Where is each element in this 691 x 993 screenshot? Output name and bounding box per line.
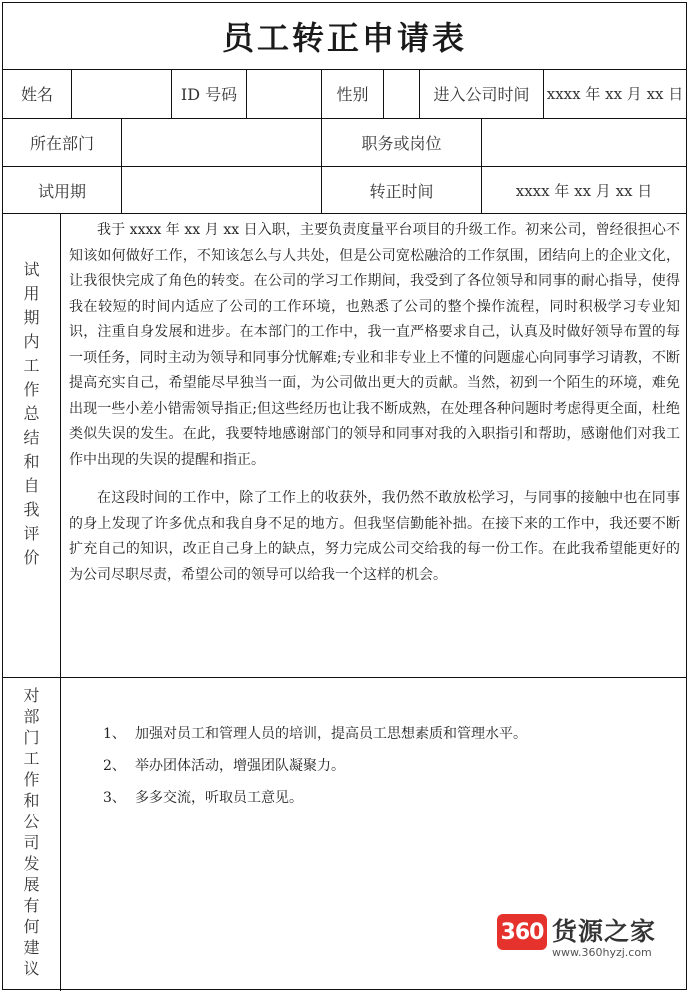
suggestions-label-char: 公	[23, 812, 40, 831]
join-date-label: 进入公司时间	[420, 69, 544, 118]
list-item-number: 3、	[103, 790, 126, 806]
list-item-text: 多多交流，听取员工意见。	[135, 790, 303, 806]
trial-period-field[interactable]	[122, 167, 322, 213]
summary-label-char: 和	[23, 452, 40, 471]
info-row-department	[3, 119, 686, 167]
summary-paragraph: 我于 xxxx 年 xx 月 xx 日入职，主要负责度量平台项目的升级工作。初来公司，曾经很担心不知该如何做好工作，不知该怎么与人共处，但是公司宽松融洽的工作氛围，团结向上的企业文化，让我很快完成了角色的转变。在公司的学习工作期间，我受到了各位领导和同事的耐心指导，使得我在较短的时间内适应了公司的工作环境，也熟悉了公司的整个操作流程，同时积极学习专业知识，注重自身发展和进步。在本部门的工作中，我一直严格要求自己，认真及时做好领导布置的每一项任务，同时主动为领导和同事分忧解难;专业和非专业上不懂的问题虚心向同事学习请教，不断提高充实自己，希望能尽早独当一面，为公司做出更大的贡献。当然，初到一个陌生的环境，难免出现一些小差小错需领导指正;但这些经历也让我不断成熟，在处理各种问题时考虑得更全面，杜绝类似失误的发生。在此，我要特地感谢部门的领导和同事对我的入职指引和帮助，感谢他们对我工作中出现的失误的提醒和指正。	[69, 222, 680, 468]
summary-label-char: 自	[23, 476, 40, 495]
watermark-logo	[494, 912, 684, 972]
list-item	[103, 782, 527, 814]
summary-text-area[interactable]	[61, 214, 686, 677]
suggestions-label-char: 对	[23, 686, 40, 705]
join-date-field[interactable]: xxxx 年 xx 月 xx 日	[546, 85, 684, 103]
list-item-number: 2、	[103, 758, 126, 774]
regular-date-field[interactable]: xxxx 年 xx 月 xx 日	[515, 181, 653, 200]
suggestions-label-char: 作	[23, 770, 40, 789]
name-field[interactable]	[72, 69, 172, 118]
suggestions-label-char: 发	[23, 854, 40, 873]
suggestions-label-char: 工	[23, 749, 40, 768]
name-label: 姓名	[3, 69, 72, 118]
summary-label-char: 用	[23, 284, 40, 303]
suggestions-label	[3, 678, 61, 991]
suggestions-label-char: 何	[23, 917, 40, 936]
summary-label	[3, 214, 61, 677]
suggestions-label-char: 议	[23, 959, 40, 978]
form-title: 员工转正申请表	[3, 3, 686, 70]
id-field[interactable]	[247, 69, 322, 118]
summary-label-char: 评	[23, 524, 40, 543]
info-row-trial	[3, 167, 686, 214]
department-field[interactable]	[122, 119, 322, 166]
application-form	[2, 2, 687, 990]
id-label: ID 号码	[172, 69, 247, 118]
list-item	[103, 750, 527, 782]
logo-name: 货源之家	[552, 917, 657, 946]
list-item	[103, 718, 527, 750]
list-item-text: 举办团体活动，增强团队凝聚力。	[135, 758, 345, 774]
summary-label-char: 内	[23, 332, 40, 351]
summary-label-char: 我	[23, 500, 40, 519]
summary-label-char: 工	[23, 356, 40, 375]
regular-date-label: 转正时间	[322, 167, 482, 213]
suggestions-label-char: 门	[23, 728, 40, 747]
info-row-basic	[3, 69, 686, 119]
suggestions-list[interactable]	[103, 718, 527, 814]
position-label: 职务或岗位	[322, 119, 482, 166]
summary-label-char: 作	[23, 380, 40, 399]
trial-period-label: 试用期	[3, 167, 122, 213]
gender-label: 性别	[322, 69, 384, 118]
department-label: 所在部门	[3, 119, 122, 166]
summary-paragraph: 在这段时间的工作中，除了工作上的收获外，我仍然不敢放松学习，与同事的接触中也在同事的身上发现了许多优点和我自身不足的地方。但我坚信勤能补拙。在接下来的工作中，我还要不断扩充自己的知识，改正自己身上的缺点，努力完成公司交给我的每一份工作。在此我希望能更好的为公司尽职尽责，希望公司的领导可以给我一个这样的机会。	[69, 490, 680, 583]
summary-label-char: 试	[23, 260, 40, 279]
suggestions-label-char: 建	[23, 938, 40, 957]
suggestions-label-char: 和	[23, 791, 40, 810]
logo-url: www.360hyzj.com	[552, 946, 652, 959]
summary-section	[3, 214, 686, 678]
list-item-number: 1、	[103, 726, 126, 742]
suggestions-label-char: 部	[23, 707, 40, 726]
summary-label-char: 总	[23, 404, 40, 423]
position-field[interactable]	[482, 119, 686, 166]
suggestions-label-char: 展	[23, 875, 40, 894]
gender-field[interactable]	[384, 69, 420, 118]
logo-badge-icon: 360	[497, 914, 547, 950]
summary-label-char: 期	[23, 308, 40, 327]
suggestions-label-char: 司	[23, 833, 40, 852]
list-item-text: 加强对员工和管理人员的培训，提高员工思想素质和管理水平。	[135, 726, 527, 742]
suggestions-label-char: 有	[23, 896, 40, 915]
summary-label-char: 价	[23, 548, 40, 567]
summary-label-char: 结	[23, 428, 40, 447]
